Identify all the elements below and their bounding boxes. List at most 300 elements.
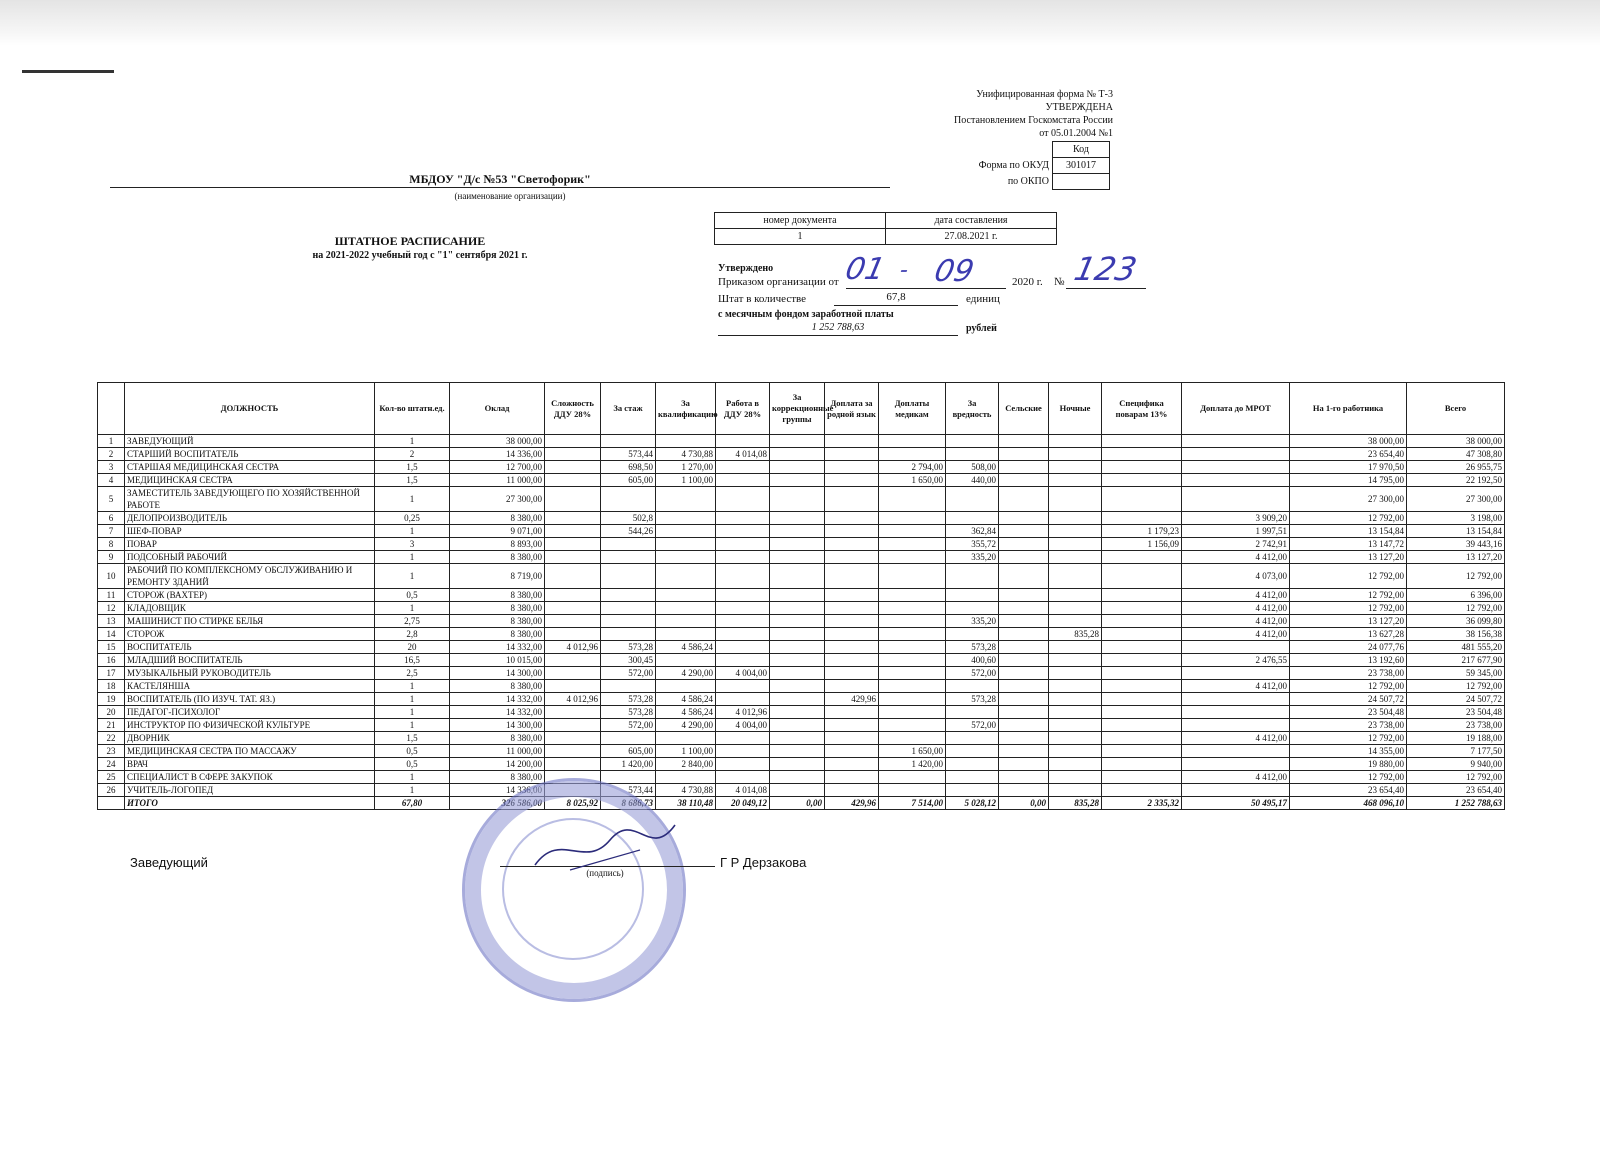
table-cell: 12 792,00 xyxy=(1290,680,1407,693)
table-cell xyxy=(1102,435,1182,448)
table-cell: 13 192,60 xyxy=(1290,654,1407,667)
table-cell xyxy=(716,654,770,667)
table-cell xyxy=(656,680,716,693)
table-cell xyxy=(545,512,601,525)
table-cell xyxy=(879,448,946,461)
table-cell xyxy=(825,602,879,615)
table-cell xyxy=(545,435,601,448)
table-cell: 1 xyxy=(375,602,450,615)
table-cell xyxy=(879,706,946,719)
table-cell xyxy=(825,589,879,602)
table-cell xyxy=(656,589,716,602)
table-cell: 19 188,00 xyxy=(1407,732,1505,745)
position-cell: ПЕДАГОГ-ПСИХОЛОГ xyxy=(125,706,375,719)
staff-value: 67,8 xyxy=(834,291,958,306)
table-cell: 1 997,51 xyxy=(1182,525,1290,538)
table-cell xyxy=(825,448,879,461)
table-cell: 4 586,24 xyxy=(656,693,716,706)
table-cell: 605,00 xyxy=(601,745,656,758)
table-cell: 1 xyxy=(375,784,450,797)
table-cell xyxy=(999,615,1049,628)
table-cell xyxy=(545,745,601,758)
table-cell: 0,25 xyxy=(375,512,450,525)
table-cell: 4 012,96 xyxy=(545,641,601,654)
position-cell: МЕДИЦИНСКАЯ СЕСТРА ПО МАССАЖУ xyxy=(125,745,375,758)
table-cell xyxy=(1049,487,1102,512)
row-number-cell: 17 xyxy=(98,667,125,680)
table-cell: 573,44 xyxy=(601,448,656,461)
table-row xyxy=(98,719,1505,732)
table-cell: 0,00 xyxy=(770,797,825,810)
table-row xyxy=(98,615,1505,628)
approval-approved: Утверждено xyxy=(718,263,774,274)
table-cell xyxy=(545,667,601,680)
table-cell: 12 792,00 xyxy=(1290,771,1407,784)
table-cell xyxy=(879,771,946,784)
table-cell xyxy=(1102,654,1182,667)
table-cell: 14 332,00 xyxy=(450,641,545,654)
table-cell xyxy=(601,602,656,615)
table-cell xyxy=(946,784,999,797)
table-cell xyxy=(545,706,601,719)
table-cell xyxy=(545,487,601,512)
table-cell xyxy=(999,745,1049,758)
row-number-cell: 6 xyxy=(98,512,125,525)
position-cell: МУЗЫКАЛЬНЫЙ РУКОВОДИТЕЛЬ xyxy=(125,667,375,680)
table-cell xyxy=(716,461,770,474)
table-cell xyxy=(716,602,770,615)
header-cell: За коррекционные группы xyxy=(770,383,825,435)
table-cell xyxy=(1049,448,1102,461)
table-header-row xyxy=(98,383,1505,435)
table-cell: 429,96 xyxy=(825,693,879,706)
row-number-cell: 16 xyxy=(98,654,125,667)
table-cell xyxy=(946,732,999,745)
table-cell: 16,5 xyxy=(375,654,450,667)
table-cell: 13 627,28 xyxy=(1290,628,1407,641)
table-cell: 4 014,08 xyxy=(716,448,770,461)
table-cell xyxy=(770,602,825,615)
table-cell xyxy=(1049,784,1102,797)
table-cell xyxy=(946,680,999,693)
row-number-cell: 3 xyxy=(98,461,125,474)
row-number-cell: 25 xyxy=(98,771,125,784)
table-cell: 6 396,00 xyxy=(1407,589,1505,602)
table-cell: 605,00 xyxy=(601,474,656,487)
table-row xyxy=(98,628,1505,641)
table-cell xyxy=(770,654,825,667)
fund-label: с месячным фондом заработной платы xyxy=(718,309,894,320)
table-cell xyxy=(716,512,770,525)
position-cell: ПОВАР xyxy=(125,538,375,551)
table-cell: 14 355,00 xyxy=(1290,745,1407,758)
position-cell: СТОРОЖ (ВАХТЕР) xyxy=(125,589,375,602)
table-cell: 4 412,00 xyxy=(1182,615,1290,628)
table-cell xyxy=(1102,719,1182,732)
fund-value: 1 252 788,63 xyxy=(718,322,958,336)
table-cell xyxy=(770,487,825,512)
table-cell: 2 xyxy=(375,448,450,461)
table-cell xyxy=(825,641,879,654)
position-cell: ДВОРНИК xyxy=(125,732,375,745)
table-cell xyxy=(770,551,825,564)
table-cell xyxy=(946,602,999,615)
table-cell: 11 000,00 xyxy=(450,745,545,758)
table-cell xyxy=(999,448,1049,461)
table-cell: 8 380,00 xyxy=(450,732,545,745)
table-row xyxy=(98,784,1505,797)
table-cell: 13 147,72 xyxy=(1290,538,1407,551)
table-cell xyxy=(999,641,1049,654)
table-cell xyxy=(879,525,946,538)
table-cell xyxy=(601,615,656,628)
table-row xyxy=(98,667,1505,680)
table-cell xyxy=(1049,771,1102,784)
table-cell: 2 840,00 xyxy=(656,758,716,771)
table-cell: 1 100,00 xyxy=(656,474,716,487)
table-cell: 1,5 xyxy=(375,461,450,474)
table-cell: 8 025,92 xyxy=(545,797,601,810)
table-cell: 3 xyxy=(375,538,450,551)
table-cell xyxy=(999,461,1049,474)
table-cell: 22 192,50 xyxy=(1407,474,1505,487)
row-number-cell: 7 xyxy=(98,525,125,538)
table-cell xyxy=(770,474,825,487)
table-cell xyxy=(545,474,601,487)
okud-label: Форма по ОКУД xyxy=(978,160,1049,171)
table-cell: 14 795,00 xyxy=(1290,474,1407,487)
table-cell: 13 127,20 xyxy=(1290,551,1407,564)
table-cell: 1 270,00 xyxy=(656,461,716,474)
table-cell: 1 xyxy=(375,435,450,448)
table-cell xyxy=(770,784,825,797)
table-cell: 59 345,00 xyxy=(1407,667,1505,680)
table-cell xyxy=(1049,589,1102,602)
table-cell: 2,8 xyxy=(375,628,450,641)
table-cell: 4 012,96 xyxy=(545,693,601,706)
table-cell xyxy=(1102,784,1182,797)
header-cell: Оклад xyxy=(450,383,545,435)
table-cell xyxy=(1182,487,1290,512)
table-cell: 14 300,00 xyxy=(450,667,545,680)
organization-name: МБДОУ "Д/с №53 "Светофорик" xyxy=(409,172,591,186)
table-row xyxy=(98,448,1505,461)
table-cell xyxy=(770,512,825,525)
table-cell xyxy=(946,628,999,641)
table-cell: 38 110,48 xyxy=(656,797,716,810)
table-cell xyxy=(825,538,879,551)
table-cell xyxy=(545,448,601,461)
position-cell: РАБОЧИЙ ПО КОМПЛЕКСНОМУ ОБСЛУЖИВАНИЮ И РЕМОНТУ ЗДАНИЙ xyxy=(125,564,375,589)
table-cell xyxy=(770,693,825,706)
table-cell xyxy=(601,538,656,551)
table-cell xyxy=(716,525,770,538)
row-number-cell: 26 xyxy=(98,784,125,797)
table-cell xyxy=(716,538,770,551)
table-cell xyxy=(879,564,946,589)
table-cell xyxy=(1049,641,1102,654)
table-cell xyxy=(1102,589,1182,602)
table-cell: 27 300,00 xyxy=(1290,487,1407,512)
table-cell: 19 880,00 xyxy=(1290,758,1407,771)
table-cell xyxy=(879,719,946,732)
table-cell xyxy=(825,615,879,628)
table-cell: 4 412,00 xyxy=(1182,602,1290,615)
position-cell: ИТОГО xyxy=(125,797,375,810)
table-cell xyxy=(1049,745,1102,758)
table-cell xyxy=(770,758,825,771)
table-cell: 14 332,00 xyxy=(450,706,545,719)
table-cell xyxy=(601,589,656,602)
table-cell xyxy=(879,628,946,641)
table-cell: 1 xyxy=(375,487,450,512)
table-cell xyxy=(545,654,601,667)
table-cell: 217 677,90 xyxy=(1407,654,1505,667)
table-cell xyxy=(656,512,716,525)
table-cell: 24 507,72 xyxy=(1290,693,1407,706)
table-cell xyxy=(879,667,946,680)
table-cell xyxy=(946,448,999,461)
table-cell xyxy=(825,706,879,719)
code-header: Код xyxy=(1053,142,1110,158)
table-cell xyxy=(1049,706,1102,719)
table-cell xyxy=(545,680,601,693)
table-cell xyxy=(1049,732,1102,745)
table-cell: 335,20 xyxy=(946,551,999,564)
table-cell xyxy=(1102,602,1182,615)
table-cell xyxy=(1102,474,1182,487)
table-cell: 4 730,88 xyxy=(656,784,716,797)
table-cell: 38 000,00 xyxy=(1407,435,1505,448)
table-cell: 573,28 xyxy=(946,641,999,654)
table-cell xyxy=(999,628,1049,641)
table-cell: 13 127,20 xyxy=(1407,551,1505,564)
table-cell xyxy=(879,551,946,564)
table-cell xyxy=(656,564,716,589)
table-cell: 1 420,00 xyxy=(601,758,656,771)
table-cell: 8 380,00 xyxy=(450,628,545,641)
document-date: 27.08.2021 г. xyxy=(886,229,1057,245)
table-cell xyxy=(879,641,946,654)
table-cell xyxy=(770,732,825,745)
table-cell: 12 700,00 xyxy=(450,461,545,474)
table-cell xyxy=(946,758,999,771)
table-cell xyxy=(1102,551,1182,564)
table-cell xyxy=(716,758,770,771)
table-cell xyxy=(1049,525,1102,538)
table-cell xyxy=(1049,538,1102,551)
table-cell: 1 xyxy=(375,680,450,693)
table-cell: 38 000,00 xyxy=(450,435,545,448)
position-cell: СТАРШИЙ ВОСПИТАТЕЛЬ xyxy=(125,448,375,461)
table-cell: 26 955,75 xyxy=(1407,461,1505,474)
table-cell xyxy=(946,435,999,448)
approval-order-dash: - xyxy=(897,258,911,283)
table-cell xyxy=(999,512,1049,525)
table-cell xyxy=(770,435,825,448)
table-cell: 4 290,00 xyxy=(656,667,716,680)
row-number-cell: 19 xyxy=(98,693,125,706)
table-cell: 835,28 xyxy=(1049,628,1102,641)
table-cell xyxy=(999,784,1049,797)
table-cell xyxy=(825,745,879,758)
table-cell: 362,84 xyxy=(946,525,999,538)
table-cell xyxy=(825,474,879,487)
header-cell: За вредность xyxy=(946,383,999,435)
table-cell xyxy=(825,771,879,784)
table-row xyxy=(98,680,1505,693)
table-cell xyxy=(825,654,879,667)
row-number-cell: 18 xyxy=(98,680,125,693)
table-cell: 0,5 xyxy=(375,758,450,771)
document-number: 1 xyxy=(715,229,886,245)
table-cell: 12 792,00 xyxy=(1407,602,1505,615)
staff-label: Штат в количестве xyxy=(718,293,807,305)
table-cell: 300,45 xyxy=(601,654,656,667)
table-cell xyxy=(999,693,1049,706)
table-cell: 573,28 xyxy=(601,641,656,654)
table-cell xyxy=(946,564,999,589)
table-cell xyxy=(716,732,770,745)
table-row xyxy=(98,435,1505,448)
table-cell xyxy=(1182,693,1290,706)
table-cell xyxy=(656,602,716,615)
table-cell xyxy=(716,693,770,706)
table-cell xyxy=(999,487,1049,512)
table-cell xyxy=(825,564,879,589)
header-cell: Сельские xyxy=(999,383,1049,435)
table-cell xyxy=(656,538,716,551)
position-cell: МЕДИЦИНСКАЯ СЕСТРА xyxy=(125,474,375,487)
position-cell: ЗАМЕСТИТЕЛЬ ЗАВЕДУЮЩЕГО ПО ХОЗЯЙСТВЕННОЙ РАБОТЕ xyxy=(125,487,375,512)
table-cell: 13 154,84 xyxy=(1407,525,1505,538)
table-cell xyxy=(716,564,770,589)
table-cell: 4 290,00 xyxy=(656,719,716,732)
table-cell xyxy=(545,602,601,615)
table-row xyxy=(98,525,1505,538)
position-cell: КАСТЕЛЯНША xyxy=(125,680,375,693)
position-cell: ШЕФ-ПОВАР xyxy=(125,525,375,538)
table-cell xyxy=(1102,745,1182,758)
header-cell: За стаж xyxy=(601,383,656,435)
table-row xyxy=(98,487,1505,512)
table-cell xyxy=(716,435,770,448)
table-cell xyxy=(656,487,716,512)
approval-order-day: 01 xyxy=(842,252,888,287)
okpo-value xyxy=(1053,174,1110,190)
table-cell xyxy=(770,628,825,641)
header-cell: ДОЛЖНОСТЬ xyxy=(125,383,375,435)
table-row xyxy=(98,551,1505,564)
table-cell xyxy=(716,680,770,693)
table-cell xyxy=(1102,667,1182,680)
table-cell xyxy=(1102,732,1182,745)
table-cell: 12 792,00 xyxy=(1290,589,1407,602)
table-cell: 1 xyxy=(375,771,450,784)
page-subtitle: на 2021-2022 учебный год с "1" сентября 2021 г. xyxy=(312,250,528,261)
table-cell xyxy=(825,667,879,680)
table-cell: 1 xyxy=(375,551,450,564)
table-cell: 4 412,00 xyxy=(1182,551,1290,564)
form-decree: Постановлением Госкомстата России xyxy=(954,115,1113,126)
header-cell: За квалификацию xyxy=(656,383,716,435)
row-number-cell: 9 xyxy=(98,551,125,564)
table-cell: 11 000,00 xyxy=(450,474,545,487)
table-cell: 429,96 xyxy=(825,797,879,810)
table-cell xyxy=(1049,564,1102,589)
row-number-cell: 8 xyxy=(98,538,125,551)
table-cell: 0,5 xyxy=(375,745,450,758)
signature-position: Заведующий xyxy=(130,855,208,870)
table-cell: 13 127,20 xyxy=(1290,615,1407,628)
table-cell: 468 096,10 xyxy=(1290,797,1407,810)
header-cell: На 1-го работника xyxy=(1290,383,1407,435)
table-cell: 67,80 xyxy=(375,797,450,810)
table-cell: 4 012,96 xyxy=(716,706,770,719)
table-cell: 2,75 xyxy=(375,615,450,628)
table-cell: 2 742,91 xyxy=(1182,538,1290,551)
row-number-cell: 21 xyxy=(98,719,125,732)
table-cell: 8 380,00 xyxy=(450,551,545,564)
table-cell: 7 514,00 xyxy=(879,797,946,810)
table-cell: 12 792,00 xyxy=(1407,680,1505,693)
table-cell: 8 380,00 xyxy=(450,771,545,784)
header-cell: Доплата за родной язык xyxy=(825,383,879,435)
table-cell xyxy=(656,615,716,628)
position-cell: ВОСПИТАТЕЛЬ (ПО ИЗУЧ. ТАТ. ЯЗ.) xyxy=(125,693,375,706)
table-cell: 27 300,00 xyxy=(450,487,545,512)
table-cell: 7 177,50 xyxy=(1407,745,1505,758)
header-cell: Специфика поварам 13% xyxy=(1102,383,1182,435)
table-cell: 3 198,00 xyxy=(1407,512,1505,525)
table-cell xyxy=(1182,641,1290,654)
table-cell xyxy=(601,628,656,641)
row-number-cell: 11 xyxy=(98,589,125,602)
table-cell xyxy=(879,538,946,551)
table-cell: 14 300,00 xyxy=(450,719,545,732)
table-cell xyxy=(1182,784,1290,797)
table-cell: 10 015,00 xyxy=(450,654,545,667)
table-cell: 835,28 xyxy=(1049,797,1102,810)
position-cell: ВОСПИТАТЕЛЬ xyxy=(125,641,375,654)
table-cell: 4 412,00 xyxy=(1182,628,1290,641)
table-cell xyxy=(770,641,825,654)
table-row xyxy=(98,474,1505,487)
table-cell: 1 650,00 xyxy=(879,474,946,487)
table-cell xyxy=(770,680,825,693)
table-cell: 1 156,09 xyxy=(1102,538,1182,551)
table-cell xyxy=(1049,680,1102,693)
approval-order-number: 123 xyxy=(1070,250,1141,288)
table-cell: 573,28 xyxy=(946,693,999,706)
header-cell: Доплаты медикам xyxy=(879,383,946,435)
table-row xyxy=(98,758,1505,771)
table-cell xyxy=(1049,615,1102,628)
table-cell xyxy=(1102,448,1182,461)
table-cell: 23 654,40 xyxy=(1290,448,1407,461)
row-number-cell: 23 xyxy=(98,745,125,758)
table-cell: 1 420,00 xyxy=(879,758,946,771)
table-cell xyxy=(656,551,716,564)
row-number-cell: 2 xyxy=(98,448,125,461)
table-cell xyxy=(999,602,1049,615)
position-cell: МАШИНИСТ ПО СТИРКЕ БЕЛЬЯ xyxy=(125,615,375,628)
table-cell xyxy=(879,693,946,706)
table-cell xyxy=(999,719,1049,732)
table-cell: 2 794,00 xyxy=(879,461,946,474)
table-cell: 12 792,00 xyxy=(1290,602,1407,615)
table-cell xyxy=(999,654,1049,667)
